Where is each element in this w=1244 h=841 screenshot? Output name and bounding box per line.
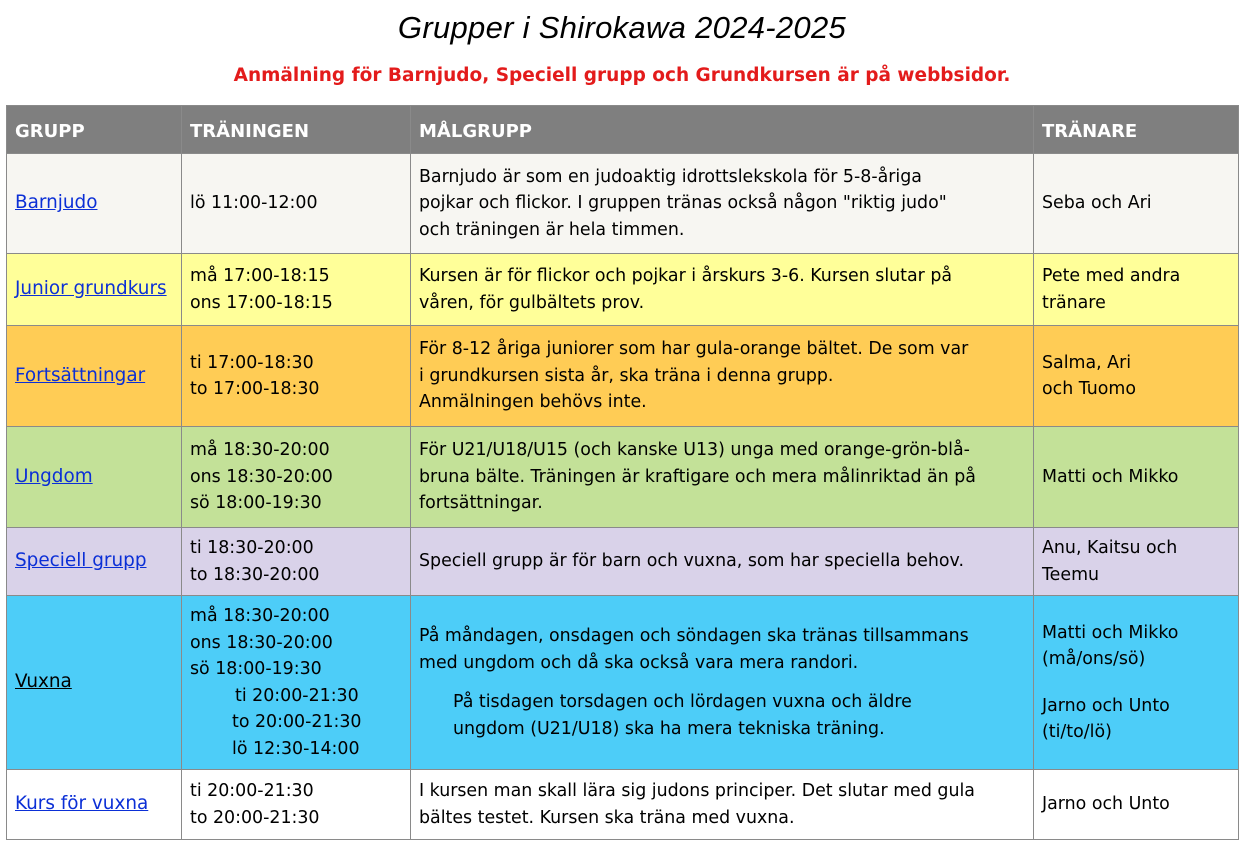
column-header-group: GRUPP [7,106,182,154]
target-group-cell [411,770,1034,840]
trainers-cell [1034,154,1239,254]
target-text-line: våren, för gulbältets prov. [419,292,645,313]
target-text-line: I kursen man skall lära sig judons principer. Det slutar med gula [419,781,975,801]
trainers-cell [1034,427,1239,528]
page-title: Grupper i Shirokawa 2024-2025 [397,10,847,45]
group-cell [7,254,182,326]
target-text-line: bruna bälte. Träningen är kraftigare och mera målinriktad än på [419,466,976,487]
training-time: sö 18:00-19:30 [190,493,322,514]
target-group-cell [411,154,1034,254]
table-header-row [7,106,1239,154]
training-times-cell [182,596,411,770]
trainer-text: Teemu [1042,564,1100,585]
trainers-cell [1034,528,1239,596]
training-time: sö 18:00-19:30 [190,659,322,679]
trainers-cell [1034,596,1239,770]
training-time: to 18:30-20:00 [190,564,320,585]
target-text-line: Speciell grupp är för barn och vuxna, som har speciella behov. [419,551,964,572]
training-time: må 18:30-20:00 [190,440,330,461]
target-group-cell [411,596,1034,770]
target-group-cell [411,528,1034,596]
training-time: to 20:00-21:30 [232,712,362,732]
training-time: må 18:30-20:00 [190,606,330,626]
group-link-kurs-for-vuxna[interactable]: Kurs för vuxna [15,793,149,815]
group-cell [7,770,182,840]
training-time: ons 18:30-20:00 [190,632,333,653]
training-times-cell [182,770,411,840]
table-row-barnjudo [7,154,1239,254]
training-time: ons 18:30-20:00 [190,466,333,487]
group-link-barnjudo[interactable]: Barnjudo [15,192,98,214]
trainer-text: Jarno och Unto [1042,695,1170,716]
target-text-line: pojkar och flickor. I gruppen tränas också någon "riktig judo" [419,193,947,214]
trainers-cell [1034,326,1239,427]
column-header-training: TRÄNINGEN [182,106,411,154]
trainers-cell [1034,254,1239,326]
training-time: ons 17:00-18:15 [190,292,333,313]
target-group-cell [411,427,1034,528]
group-cell [7,528,182,596]
training-time: ti 18:30-20:00 [190,538,314,558]
target-text-line: Anmälningen behövs inte. [419,392,647,413]
column-header-trainers: TRÄNARE [1034,106,1239,154]
target-text-line: På tisdagen torsdagen och lördagen vuxna och äldre [453,692,912,712]
group-cell [7,427,182,528]
training-times-cell [182,528,411,596]
group-link-junior-grundkurs[interactable]: Junior grundkurs [15,278,167,300]
group-cell [7,326,182,427]
target-group-cell [411,254,1034,326]
trainer-text: (ti/to/lö) [1042,722,1112,742]
trainers-cell [1034,770,1239,840]
trainer-text: Matti och Mikko [1042,466,1179,487]
target-text-line: med ungdom och då ska också vara mera randori. [419,652,859,673]
training-time: to 17:00-18:30 [190,379,320,399]
target-text-line: Kursen är för flickor och pojkar i årskurs 3-6. Kursen slutar på [419,266,953,286]
training-times-cell [182,427,411,528]
target-text-line: och träningen är hela timmen. [419,219,685,240]
training-times-cell [182,254,411,326]
table-row-kurs-for-vuxna [7,770,1239,840]
trainer-text: Seba och Ari [1042,193,1152,214]
training-time: lö 11:00-12:00 [190,193,318,214]
training-time: ti 20:00-21:30 [235,685,359,706]
target-text-line: För 8-12 åriga juniorer som har gula-orange bältet. De som var [419,339,969,360]
group-link-fortsattningar[interactable]: Fortsättningar [15,364,146,386]
training-times-cell [182,154,411,254]
column-header-target-group: MÅLGRUPP [411,106,1034,154]
groups-table [6,105,1239,840]
target-text-line: På måndagen, onsdagen och söndagen ska tränas tillsammans [419,626,969,646]
training-times-cell [182,326,411,427]
target-text-line: För U21/U18/U15 (och kanske U13) unga med orange-grön-blå- [419,440,970,461]
target-group-cell [411,326,1034,427]
training-time: ti 20:00-21:30 [190,781,314,801]
training-time: må 17:00-18:15 [190,266,330,286]
training-time: to 20:00-21:30 [190,807,320,828]
group-link-vuxna[interactable]: Vuxna [15,671,72,693]
table-row-vuxna [7,596,1239,770]
target-text-line: Barnjudo är som en judoaktig idrottslekskola för 5-8-åriga [419,166,922,187]
table-row-junior-grundkurs [7,254,1239,326]
target-text-line: ungdom (U21/U18) ska ha mera tekniska träning. [453,718,885,739]
trainer-text: Pete med andra [1042,266,1181,286]
group-link-ungdom[interactable]: Ungdom [15,465,93,487]
trainer-text: och Tuomo [1042,379,1136,399]
training-time: ti 17:00-18:30 [190,352,314,373]
group-cell [7,154,182,254]
spacer [1042,673,1230,693]
trainer-text: (må/ons/sö) [1042,649,1146,669]
target-text-line: fortsättningar. [419,493,543,514]
trainer-text: Matti och Mikko [1042,622,1179,643]
target-text-line: i grundkursen sista år, ska träna i denna grupp. [419,365,834,386]
table-row-ungdom [7,427,1239,528]
registration-notice: Anmälning för Barnjudo, Speciell grupp och Grundkursen är på webbsidor. [233,65,1011,86]
training-time: lö 12:30-14:00 [232,738,360,759]
table-row-fortsattningar [7,326,1239,427]
trainer-text: tränare [1042,292,1106,313]
target-text-paragraph [419,689,1025,742]
target-text-line: bältes testet. Kursen ska träna med vuxna. [419,807,795,828]
trainer-text: Jarno och Unto [1042,794,1170,815]
trainer-text: Salma, Ari [1042,352,1132,373]
table-row-speciell-grupp [7,528,1239,596]
group-cell [7,596,182,770]
group-link-speciell-grupp[interactable]: Speciell grupp [15,550,147,572]
trainer-text: Anu, Kaitsu och [1042,538,1178,558]
